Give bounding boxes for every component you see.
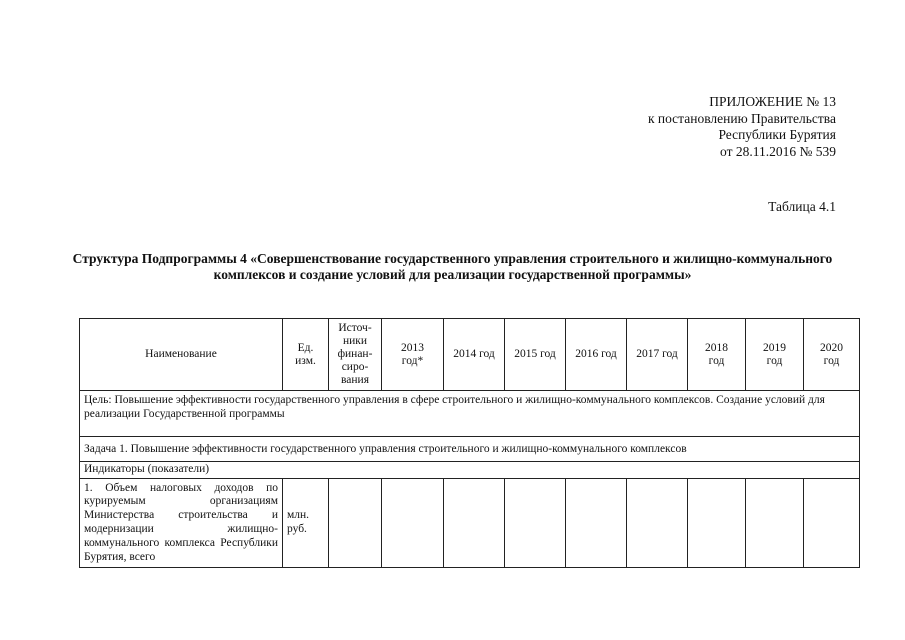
header-2018-line1: 2018 xyxy=(705,341,728,354)
header-2020 xyxy=(804,319,860,391)
indicators-row xyxy=(80,462,860,479)
header-2019 xyxy=(746,319,804,391)
header-name: Наименование xyxy=(80,319,283,391)
appendix-line-republic: Республики Бурятия xyxy=(718,127,836,142)
task-row xyxy=(80,437,860,462)
header-funding-source xyxy=(329,319,382,391)
header-2017: 2017 год xyxy=(627,319,688,391)
appendix-line-date: от 28.11.2016 № 539 xyxy=(720,143,836,159)
goal-row xyxy=(80,391,860,437)
cell-2017 xyxy=(627,479,688,568)
header-unit-line1: Ед. xyxy=(297,341,314,354)
header-src-line1: Источ- xyxy=(338,322,372,334)
header-2016: 2016 год xyxy=(566,319,627,391)
appendix-block xyxy=(648,94,836,160)
header-2013-line1: 2013 xyxy=(401,341,424,354)
header-2013 xyxy=(382,319,444,391)
indicator-unit: млн. руб. xyxy=(283,479,329,568)
table-number: Таблица 4.1 xyxy=(768,199,836,214)
cell-2018 xyxy=(688,479,746,568)
cell-2013 xyxy=(382,479,444,568)
indicators-label: Индикаторы (показатели) xyxy=(80,462,860,479)
header-2019-line2: год xyxy=(766,354,783,367)
header-2013-line2: год* xyxy=(401,354,424,367)
header-src-line5: вания xyxy=(341,374,369,386)
task-text: Задача 1. Повышение эффективности государственного управления строительного и жилищно-коммунального комплексов xyxy=(80,437,860,462)
header-2019-line1: 2019 xyxy=(763,341,786,354)
header-src-line4: сиро- xyxy=(341,361,369,373)
header-src-line2: ники xyxy=(342,335,368,347)
header-2014: 2014 год xyxy=(444,319,505,391)
header-unit-line2: изм. xyxy=(295,354,316,367)
header-2018 xyxy=(688,319,746,391)
header-2015: 2015 год xyxy=(505,319,566,391)
cell-funding-source xyxy=(329,479,382,568)
header-2018-line2: год xyxy=(708,354,725,367)
indicator-name: 1. Объем налоговых доходов по курируемым организациям Министерства строительства и модернизации жилищно-коммунального комплекса Республики Бурятия, всего xyxy=(80,479,283,568)
cell-2016 xyxy=(566,479,627,568)
goal-text: Цель: Повышение эффективности государственного управления в сфере строительного и жилищно-коммунального комплексов. Создание условий для реализации Государственной программы xyxy=(80,391,860,437)
header-2020-line2: год xyxy=(823,354,840,367)
cell-2015 xyxy=(505,479,566,568)
cell-2014 xyxy=(444,479,505,568)
header-unit xyxy=(283,319,329,391)
header-src-line3: финан- xyxy=(337,348,373,360)
document-title: Структура Подпрограммы 4 «Совершенствование государственного управления строительного и жилищно-коммунального комплексов и создание условий для реализации государственной программы» xyxy=(72,251,833,282)
cell-2019 xyxy=(746,479,804,568)
cell-2020 xyxy=(804,479,860,568)
header-2020-line1: 2020 xyxy=(820,341,843,354)
table-row xyxy=(80,479,860,568)
table-header-row xyxy=(80,319,860,391)
appendix-title: ПРИЛОЖЕНИЕ № 13 xyxy=(709,94,836,109)
appendix-line-decree: к постановлению Правительства xyxy=(647,110,836,126)
subprogram-structure-table xyxy=(79,318,860,568)
